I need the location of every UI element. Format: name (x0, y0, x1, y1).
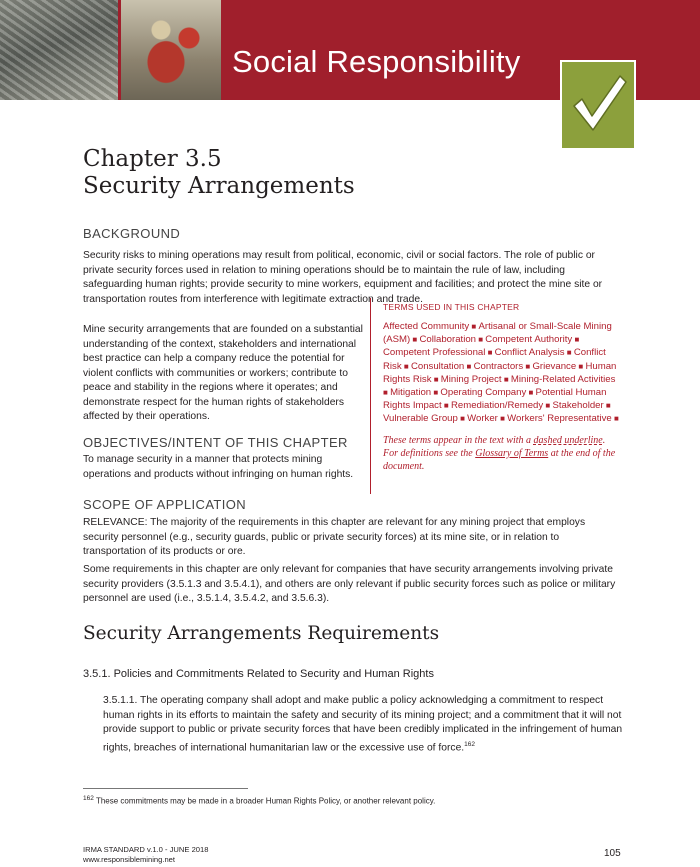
term-item[interactable]: Grievance (532, 360, 577, 372)
term-item[interactable]: Stakeholder (552, 400, 604, 412)
term-item[interactable]: Remediation/Remedy (450, 400, 544, 412)
requirement-3-5-1-1 (103, 694, 623, 755)
term-separator-icon: ■ (464, 361, 474, 371)
requirements-subheading: 3.5.1. Policies and Commitments Related to Security and Human Rights (83, 668, 434, 680)
term-separator-icon: ■ (441, 401, 451, 411)
footnote-number: 162 (83, 795, 94, 802)
terms-note (383, 434, 620, 473)
term-separator-icon: ■ (431, 374, 441, 384)
scope-relevance-paragraph: RELEVANCE: The majority of the requirements in this chapter are relevant for any mining project that employs security personnel (e.g., security guards, public or private security forces) at its mine site, or in relation to transportation of its products or ore. (83, 517, 586, 557)
term-separator-icon: ■ (564, 348, 574, 358)
term-separator-icon: ■ (526, 388, 536, 398)
term-item[interactable]: Mining-Related Activities (510, 373, 616, 385)
term-item[interactable]: Mining Project (440, 373, 502, 385)
footnote-reference[interactable]: 162 (464, 740, 476, 748)
term-item[interactable]: Contractors (473, 360, 524, 372)
background-paragraph-2: Mine security arrangements that are founded on a substantial understanding of the context, stakeholders and international best practice can help a company reduce the potential for violent conflicts with communities or workers; contribute to peace and stability in the regions where it operates; and demonstrate respect for the human rights of stakeholders affected by their operations. (83, 324, 363, 422)
checkmark-icon (560, 60, 636, 150)
section-banner-title: Social Responsibility (232, 44, 521, 79)
term-separator-icon: ■ (543, 401, 553, 411)
term-item[interactable]: Vulnerable Group (383, 413, 458, 425)
terms-sidebar (370, 298, 620, 494)
footer-standard-version: IRMA STANDARD v.1.0 - JUNE 2018 (83, 845, 209, 854)
term-item[interactable]: Affected Community (383, 321, 470, 332)
objectives-heading: OBJECTIVES/INTENT OF THIS CHAPTER (83, 435, 348, 450)
page-number: 105 (604, 848, 621, 859)
terms-note-text: These terms appear in the text with a (383, 434, 534, 446)
term-item[interactable]: Competent Professional (383, 347, 486, 359)
chapter-title (83, 146, 355, 200)
chapter-number: Chapter 3.5 (83, 146, 222, 172)
term-item[interactable]: Conflict Analysis (494, 347, 565, 359)
term-separator-icon: ■ (383, 388, 391, 398)
term-separator-icon: ■ (410, 335, 420, 345)
background-paragraph-1-text: Security risks to mining operations may result from political, economic, civil or social factors. The role of public or private security forces used in relation to mining operations should be to maintain the rule of law, including safeguarding human rights; provide security to mine workers, equipment and facilities; and protect the mine site or transportation routes from interference with legitimate extraction and trade. (83, 250, 603, 305)
open-pit-mine-photo (0, 0, 118, 100)
glossary-link[interactable]: Glossary of Terms (475, 447, 549, 459)
term-separator-icon: ■ (457, 414, 468, 424)
term-separator-icon: ■ (523, 361, 533, 371)
term-item[interactable]: Operating Company (440, 387, 527, 399)
requirement-text: 3.5.1.1. The operating company shall adopt and make public a policy acknowledging a commitment to respect human rights in its efforts to maintain the safety and security of its mining project; and a commitment that it will not provide support to public or private security forces that have been credibly implicated in the infringement of human rights, breaches of international humanitarian law or the excessive use of force. (103, 695, 623, 753)
term-item[interactable]: Consultation (410, 360, 465, 372)
term-separator-icon: ■ (611, 414, 619, 424)
term-item[interactable]: Competent Authority (485, 334, 573, 346)
scope-paragraph-2: Some requirements in this chapter are only relevant for companies that have security arrangements involving private security providers (3.5.1.3 and 3.5.4.1), and others are only relevant if public security forces such as police or military personnel are used (i.e., 3.5.1.4, 3.5.4.2, and 3.5.6.3). (83, 564, 616, 604)
footnote-text: These commitments may be made in a broader Human Rights Policy, or another relevant policy. (93, 796, 436, 806)
chapter-name: Security Arrangements (83, 173, 355, 199)
term-item[interactable]: Collaboration (419, 334, 477, 346)
footnote (83, 795, 435, 806)
term-separator-icon: ■ (401, 361, 411, 371)
term-separator-icon: ■ (501, 374, 511, 384)
term-separator-icon: ■ (469, 322, 479, 331)
term-separator-icon: ■ (476, 335, 486, 345)
term-separator-icon: ■ (603, 401, 611, 411)
term-item[interactable]: Human Rights Risk (383, 360, 617, 385)
term-item[interactable]: Worker (467, 413, 498, 425)
terms-note-text: . For definitions see the (383, 434, 606, 459)
terms-heading: TERMS USED IN THIS CHAPTER (383, 302, 520, 312)
requirements-heading: Security Arrangements Requirements (83, 623, 440, 644)
term-separator-icon: ■ (572, 335, 580, 345)
objectives-paragraph: To manage security in a manner that protects mining operations and products without infringing on human rights. (83, 454, 354, 480)
mine-workers-photo (121, 0, 221, 100)
term-item[interactable]: Conflict Risk (383, 347, 606, 372)
term-separator-icon: ■ (497, 414, 508, 424)
term-separator-icon: ■ (576, 361, 586, 371)
terms-note-text: at the end of the document. (383, 447, 616, 472)
term-separator-icon: ■ (485, 348, 495, 358)
term-item[interactable]: Mitigation (390, 387, 432, 399)
background-heading: BACKGROUND (83, 226, 181, 241)
footer (83, 845, 208, 865)
term-item[interactable]: Workers' Representative (507, 413, 612, 425)
term-item[interactable]: Potential Human Rights Impact (383, 387, 607, 412)
dashed-underline-example: dashed underline (533, 434, 603, 446)
term-separator-icon: ■ (431, 388, 441, 398)
term-item[interactable]: Artisanal or Small-Scale Mining (ASM) (383, 321, 612, 346)
footer-website[interactable]: www.responsiblemining.net (83, 855, 176, 864)
scope-heading: SCOPE OF APPLICATION (83, 497, 247, 512)
terms-list (383, 320, 620, 426)
footnote-divider (83, 788, 248, 789)
